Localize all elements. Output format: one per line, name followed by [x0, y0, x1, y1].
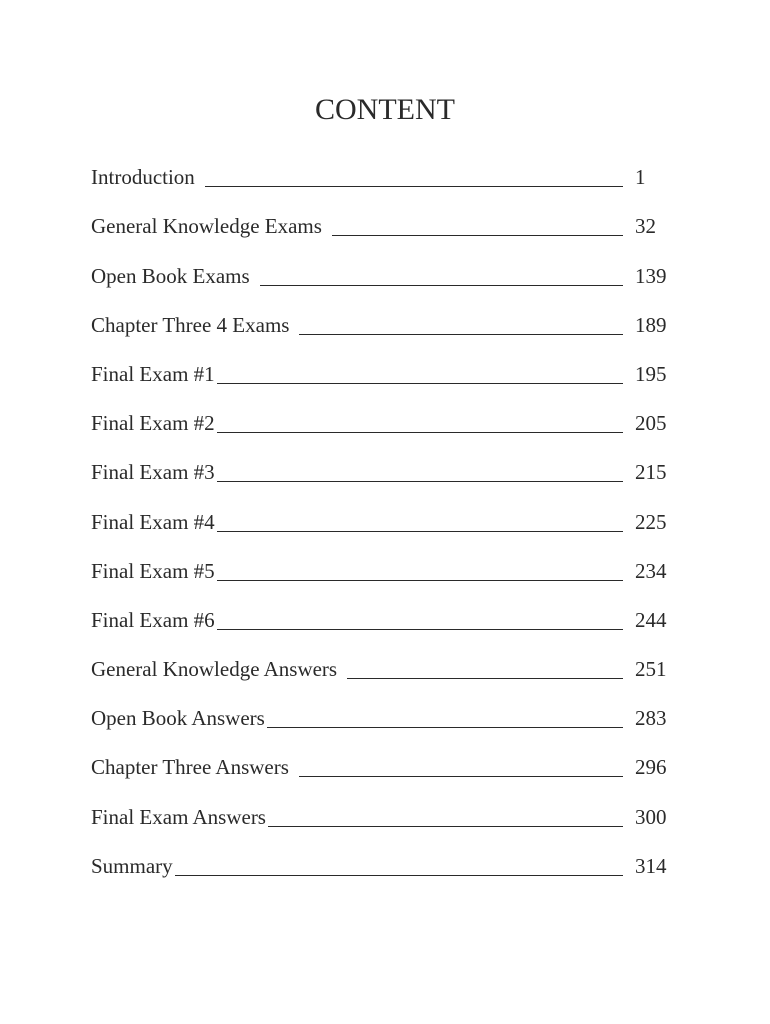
- toc-entry-page: 205: [635, 411, 667, 436]
- toc-leader-line: [347, 678, 623, 679]
- toc-entry-page: 314: [635, 853, 667, 878]
- toc-entry-label: Chapter Three 4 Exams: [91, 312, 290, 337]
- toc-leader-line: [217, 580, 623, 581]
- toc-entry-page: 234: [635, 558, 667, 583]
- page-title: CONTENT: [315, 93, 455, 126]
- toc-entry-label: Final Exam #1: [91, 361, 215, 386]
- toc-entry-label: Final Exam #4: [91, 509, 215, 534]
- toc-entry-page: 296: [635, 755, 667, 780]
- toc-entry-page: 1: [635, 165, 646, 190]
- table-of-contents: [91, 142, 669, 880]
- toc-leader-line: [332, 235, 623, 236]
- toc-leader-line: [217, 432, 623, 433]
- toc-entry-page: 189: [635, 312, 667, 337]
- toc-leader-line: [205, 186, 623, 187]
- toc-entry-label: Final Exam #5: [91, 558, 215, 583]
- toc-entry: [91, 191, 669, 240]
- toc-entry-label: Final Exam #2: [91, 411, 215, 436]
- toc-entry-label: General Knowledge Answers: [91, 657, 338, 682]
- toc-entry: [91, 831, 669, 880]
- toc-leader-line: [299, 334, 623, 335]
- toc-entry: [91, 290, 669, 339]
- toc-entry: [91, 240, 669, 289]
- toc-entry: [91, 388, 669, 437]
- toc-entry: [91, 634, 669, 683]
- toc-entry-page: 195: [635, 361, 667, 386]
- toc-entry-page: 32: [635, 214, 656, 239]
- toc-entry: [91, 339, 669, 388]
- toc-leader-line: [268, 826, 623, 827]
- toc-entry: [91, 486, 669, 535]
- toc-entry: [91, 781, 669, 830]
- toc-entry: [91, 437, 669, 486]
- toc-entry-page: 225: [635, 509, 667, 534]
- toc-entry: [91, 732, 669, 781]
- toc-leader-line: [217, 481, 623, 482]
- toc-entry-label: Chapter Three Answers: [91, 755, 289, 780]
- toc-leader-line: [260, 285, 623, 286]
- toc-entry-page: 283: [635, 706, 667, 731]
- toc-entry-page: 215: [635, 460, 667, 485]
- toc-leader-line: [217, 531, 623, 532]
- toc-leader-line: [267, 727, 623, 728]
- toc-leader-line: [217, 629, 623, 630]
- toc-entry-page: 251: [635, 657, 667, 682]
- toc-entry-label: Open Book Exams: [91, 263, 250, 288]
- toc-entry: [91, 536, 669, 585]
- toc-entry: [91, 683, 669, 732]
- toc-entry-label: Final Exam Answers: [91, 804, 266, 829]
- toc-leader-line: [175, 875, 623, 876]
- toc-entry-label: Final Exam #6: [91, 607, 215, 632]
- toc-entry-label: General Knowledge Exams: [91, 214, 322, 239]
- toc-entry-label: Summary: [91, 853, 173, 878]
- toc-entry-label: Final Exam #3: [91, 460, 215, 485]
- toc-leader-line: [217, 383, 623, 384]
- toc-entry-label: Open Book Answers: [91, 706, 265, 731]
- toc-entry-label: Introduction: [91, 165, 195, 190]
- toc-entry: [91, 142, 669, 191]
- toc-leader-line: [299, 776, 623, 777]
- toc-entry: [91, 585, 669, 634]
- toc-entry-page: 139: [635, 263, 667, 288]
- toc-entry-page: 244: [635, 607, 667, 632]
- toc-entry-page: 300: [635, 804, 667, 829]
